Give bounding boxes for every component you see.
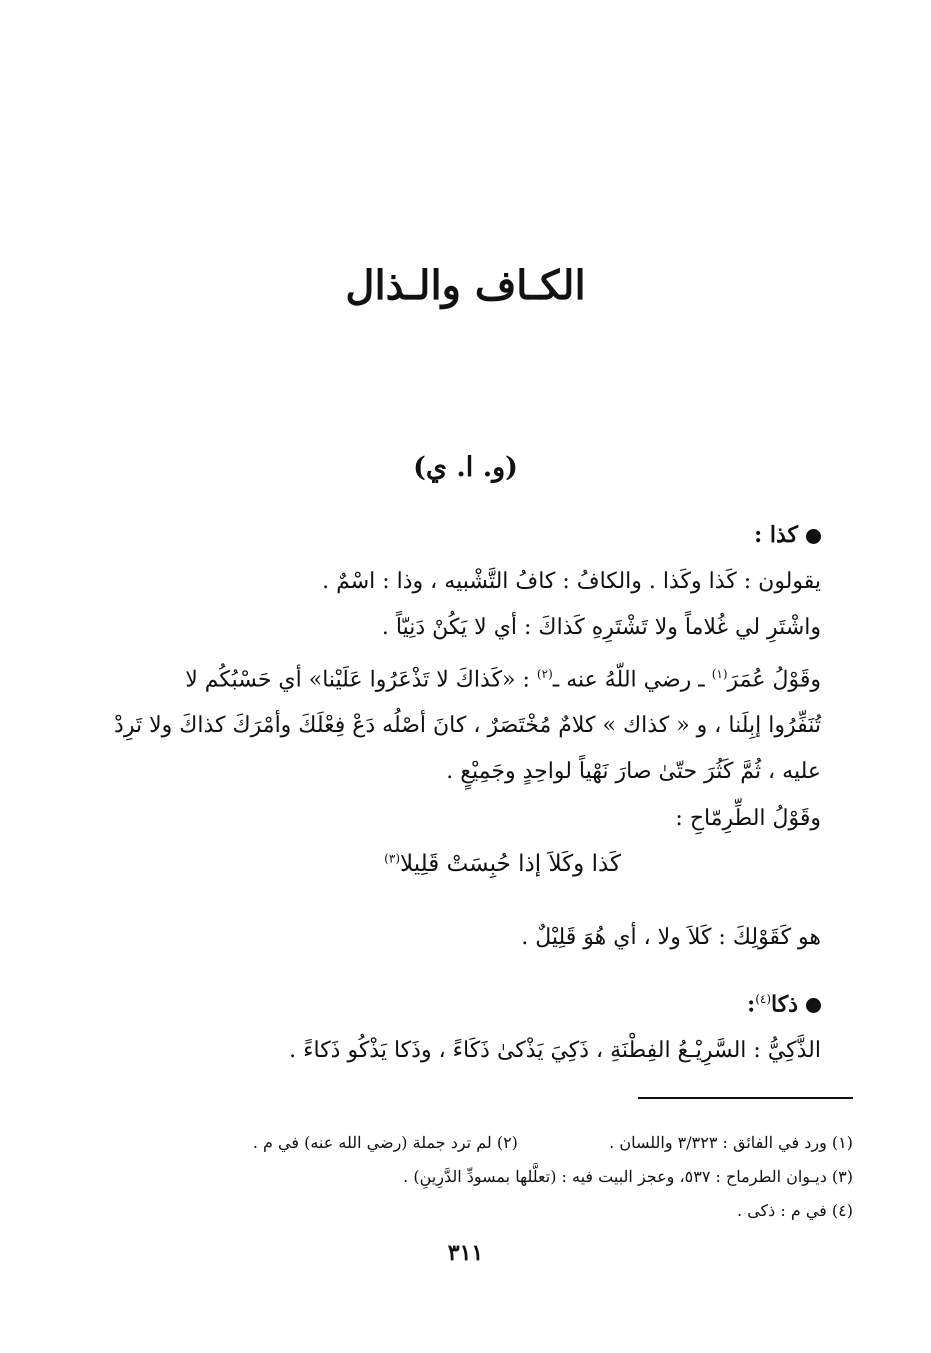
footnote-row: [153, 1126, 853, 1160]
text-run: ـ رضي اللّهُ عنه ـ: [552, 667, 712, 693]
entry-line-tirimmah: [101, 796, 821, 842]
root-heading: (و. ا. ي): [413, 452, 518, 483]
footnote-1: (١) ورد في الفائق : ٣/٣٢٣ واللسان .: [609, 1133, 853, 1152]
entry-line: تُنَفِّرُوا إبِلَنا ، و « كذاك » كلامٌ مُخْتَصَرٌ ، كانَ أصْلُه دَعْ فِعْلَكَ وأمْرَكَ كذاكَ ولا تَرِدْ: [114, 713, 821, 739]
entry-headword: ذكا: [771, 991, 798, 1018]
footnote-ref: (٤): [755, 992, 772, 1006]
footnote-ref: (٣): [384, 851, 400, 866]
entry-headword: كذا :: [754, 522, 798, 548]
entry-headword-colon: :: [747, 991, 756, 1018]
entry-line: عليه ، ثُمَّ كَثُرَ حتّىٰ صارَ نَهْياً لواحِدٍ وجَمِيْعٍ .: [446, 759, 821, 785]
footnote-3: (٣) ديـوان الطرماح : ٥٣٧، وعجز البيت فيه : (تعلَّلها بمسودِّ الدَّرِينِ) .: [403, 1167, 853, 1186]
entry-headword-line: [101, 512, 821, 559]
chapter-title: الكـاف والـذال: [345, 262, 586, 309]
entry-line: واشْتَرِ لي غُلاماً ولا تَشْتَرِهِ كَذاكَ : أي لا يَكُنْ دَنِيّاً .: [381, 615, 821, 640]
text-run: : «كَذاكَ لا تَذْعَرُوا عَلَيْنا» أي حَسْبُكُم لا: [185, 667, 537, 693]
verse-text: كَذا وكَلاَ إذا حُبِسَتْ قَلِيلا: [400, 851, 621, 877]
footnote-2: (٢) لم ترد جملة (رضي الله عنه) في م .: [252, 1133, 518, 1152]
entry-line-explanation: [101, 915, 821, 961]
entry-kadha: [101, 512, 821, 795]
bullet-icon: [806, 998, 821, 1013]
entry-line: هو كَقَوْلِكَ : كَلاَ ولا ، أي هُوَ قَلِيْلٌ .: [521, 925, 821, 950]
bullet-icon: [806, 529, 821, 544]
footnote-ref: (٢): [536, 667, 553, 681]
footnotes: [153, 1126, 853, 1228]
entry-line: يقولون : كَذا وكَذا . والكافُ : كافُ التَّشْبيه ، وذا : اسْمٌ .: [322, 569, 821, 594]
entry-line: الذَّكِيُّ : السَّرِيْـعُ الفِطْنَةِ ، ذَكِيَ يَذْكىٰ ذَكَاءً ، وذَكا يَذْكُو ذَكاءً .: [289, 1038, 821, 1064]
poetry-verse: [384, 851, 621, 877]
entry-line: [101, 651, 821, 703]
entry-dhaka: [101, 976, 821, 1074]
entry-headword-line: [101, 976, 821, 1028]
text-run: وقَوْلُ عُمَرَ: [727, 667, 821, 693]
footnote-ref: (١): [711, 667, 728, 681]
page-number: ٣١١: [447, 1240, 484, 1266]
footnote-divider: [638, 1097, 853, 1099]
entry-line: وقَوْلُ الطِّرِمّاحِ :: [675, 806, 821, 831]
footnote-4: (٤) في م : ذكى .: [737, 1201, 853, 1220]
